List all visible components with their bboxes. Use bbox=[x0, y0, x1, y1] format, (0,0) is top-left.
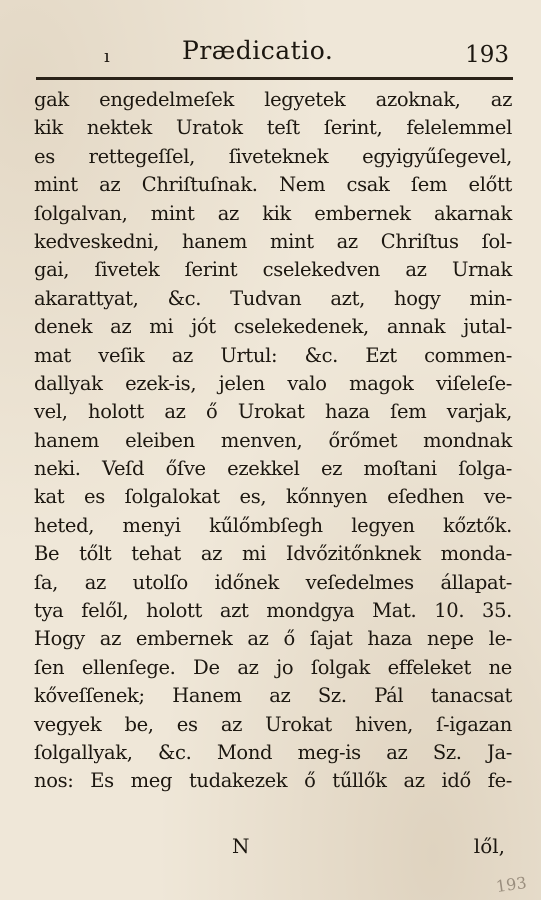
running-title: Prædicatio. bbox=[182, 36, 334, 65]
text-line: gak engedelmeſek legyetek azoknak, az bbox=[34, 88, 512, 111]
header-ornament: ı bbox=[104, 46, 110, 67]
text-line: ſa, az utolſo időnek veſedelmes állapat- bbox=[34, 570, 512, 594]
text-line: akarattyat, &c. Tudvan azt, hogy min- bbox=[34, 286, 512, 310]
page-number: 193 bbox=[465, 42, 509, 68]
text-line: heted, menyi kűlőmbſegh legyen kőztők. bbox=[34, 513, 512, 537]
catchword: lől, bbox=[473, 834, 505, 858]
pencil-page-note: 193 bbox=[495, 872, 529, 897]
text-line: hanem eleiben menven, őrőmet mondnak bbox=[34, 428, 512, 452]
text-line: kik nektek Uratok teſt ſerint, felelemmel bbox=[34, 116, 512, 140]
text-line: kedveskedni, hanem mint az Chriſtus ſol- bbox=[34, 229, 512, 253]
body-text bbox=[34, 86, 512, 796]
text-line: vel, holott az ő Urokat haza ſem varjak, bbox=[34, 400, 512, 424]
text-line: tya felől, holott azt mondgya Mat. 10. 35. bbox=[34, 599, 512, 623]
text-line: ſen ellenſege. De az jo ſolgak effeleket ne bbox=[34, 655, 512, 679]
text-line: vegyek be, es az Urokat hiven, ſ-igazan bbox=[34, 712, 512, 736]
text-line: nos: Es meg tudakezek ő tűllők az idő fe- bbox=[34, 769, 512, 793]
text-line: dallyak ezek-is, jelen valo magok viſeleſe- bbox=[34, 371, 512, 395]
signature-mark: N bbox=[232, 834, 250, 858]
text-line: ſolgalvan, mint az kik embernek akarnak bbox=[34, 201, 512, 225]
text-line: kat es ſolgalokat es, kőnnyen eſedhen ve- bbox=[34, 485, 512, 509]
text-line: denek az mi jót cselekedenek, annak jutal- bbox=[34, 315, 512, 339]
text-line: Hogy az embernek az ő ſajat haza nepe le- bbox=[34, 627, 512, 651]
text-line: ſolgallyak, &c. Mond meg-is az Sz. Ja- bbox=[34, 740, 512, 764]
text-line: es rettegeſſel, ſiveteknek egyigyűſegevel, bbox=[34, 144, 512, 168]
text-line: mint az Chriſtuſnak. Nem csak ſem előtt bbox=[34, 173, 512, 197]
header-rule bbox=[36, 77, 513, 80]
text-line: gai, ſivetek ſerint cselekedven az Urnak bbox=[34, 258, 512, 282]
text-line: kőveſſenek; Hanem az Sz. Pál tanacsat bbox=[34, 684, 512, 708]
running-header bbox=[38, 36, 509, 76]
text-line: neki. Veſd őſve ezekkel ez moſtani ſolga- bbox=[34, 457, 512, 481]
text-line: mat veſik az Urtul: &c. Ezt commen- bbox=[34, 343, 512, 367]
text-line: Be tőlt tehat az mi Idvőzitőnknek monda- bbox=[34, 542, 512, 566]
